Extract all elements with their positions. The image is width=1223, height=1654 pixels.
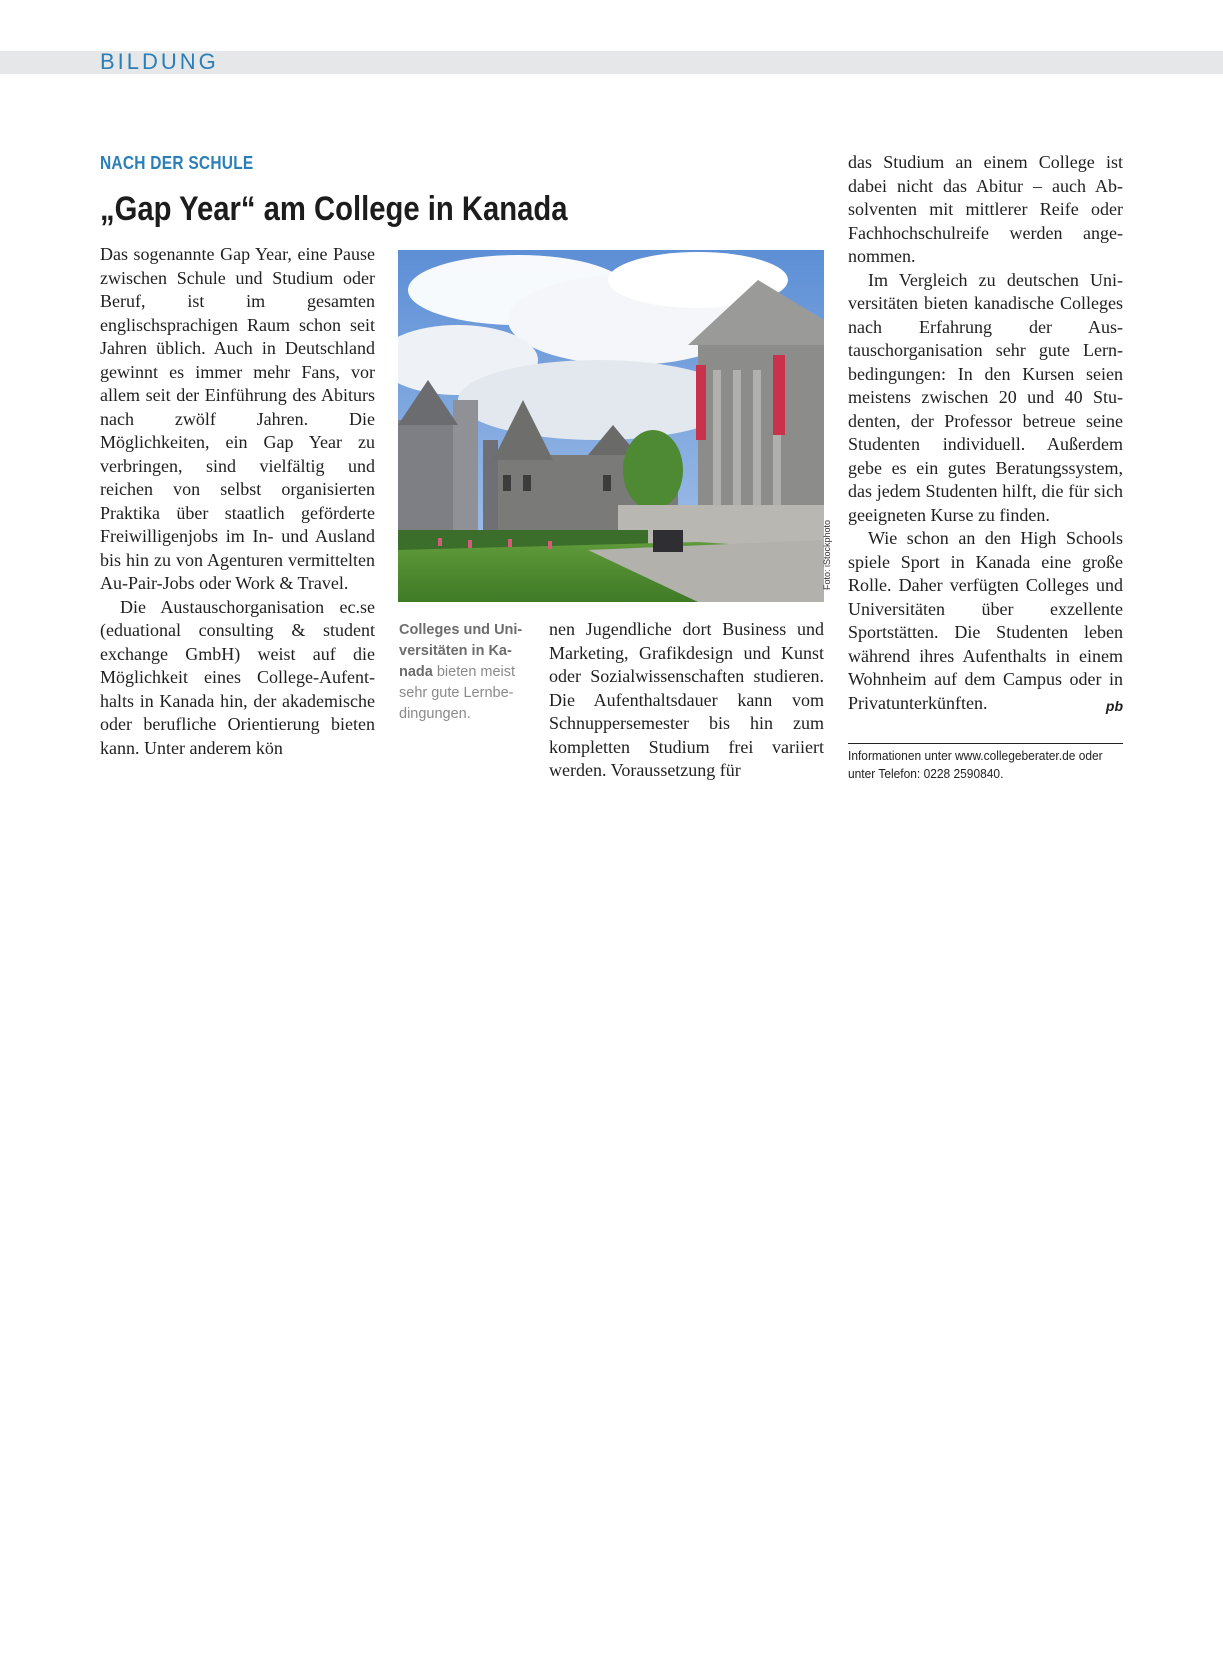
body-paragraph: Das sogenannte Gap Year, eine Pause zwischen Schule und Studium oder Beruf, ist im gesamten englischsprachigen Raum schon seit Jahren üblich. Auch in Deutschland gewinnt es immer mehr Fans, vor allem seit der Einführung des Abiturs nach zwölf Jahren. Die Möglichkeiten, ein Gap Year zu verbringen, sind vielfältig und reichen von selbst organisierten Praktika über staatlich geförderte Freiwilligenjobs im In- und Ausland bis hin zu von Agenturen vermittelten Au-Pair-Jobs oder Work & Travel. <box>100 244 375 593</box>
article-column-1 <box>100 243 375 760</box>
article-column-3 <box>848 151 1123 718</box>
body-paragraph-text: Wie schon an den High Schools spiele Sport in Kanada eine große Rolle. Daher verfügten Colleges und Universitäten über exzellente Sportstätten. Die Studenten leben während ihres Aufenthalts in einem Wohnheim auf dem Campus oder in Privatunterkünften. <box>848 528 1123 713</box>
body-paragraph: Im Vergleich zu deutschen Universitäten bieten kanadische Colleges nach Erfahrung der Austauschorganisation sehr gute Lernbedingungen: In den Kursen seien meistens zwischen 20 und 40 Studenten, der Professor betreue seine Studenten individuell. Außerdem gebe es ein gutes Beratungssystem, das jedem Studenten hilft, die für sich geeigneten Kurse zu finden. <box>848 269 1123 525</box>
author-initials: pb <box>1105 697 1123 714</box>
info-line: Informationen unter www.collegeberater.de oder <box>848 748 1103 763</box>
info-line: unter Telefon: 0228 2590840. <box>848 766 1004 781</box>
section-label: BILDUNG <box>100 49 219 74</box>
article-column-2 <box>549 618 824 783</box>
body-paragraph: Die Austauschorganisation ec.se (eduational consulting & student exchange GmbH) weist auf die Möglichkeit eines College-Aufenthalts in Kanada hin, der akademische oder berufliche Orientierung bieten kann. Unter anderem kön <box>100 596 375 758</box>
caption-text: bieten meist sehr gute Lernbedingungen. <box>399 664 516 722</box>
body-paragraph: nen Jugendliche dort Business und Marketing, Grafikdesign und Kunst oder Sozialwissenschaften studieren. Die Aufenthaltsdauer kann vom Schnuppersemester bis hin zum kompletten Studium frei variiert werden. Voraussetzung für <box>549 619 824 780</box>
photo-credit: Foto: iStockphoto <box>822 519 832 590</box>
info-divider <box>848 743 1123 744</box>
article-headline: „Gap Year“ am College in Kanada <box>100 190 568 228</box>
article-kicker: NACH DER SCHULE <box>100 153 254 173</box>
photo-caption <box>399 620 524 725</box>
body-paragraph: das Studium an einem College ist dabei nicht das Abitur – auch Absolventen mit mittlerer Reife oder Fachhochschulreife werden angenommen. <box>848 152 1123 266</box>
caption-bold: Colleges und Universitäten in Kanada <box>399 622 523 680</box>
info-box <box>848 747 1115 783</box>
campus-photo <box>398 250 824 602</box>
body-paragraph <box>848 527 1123 715</box>
